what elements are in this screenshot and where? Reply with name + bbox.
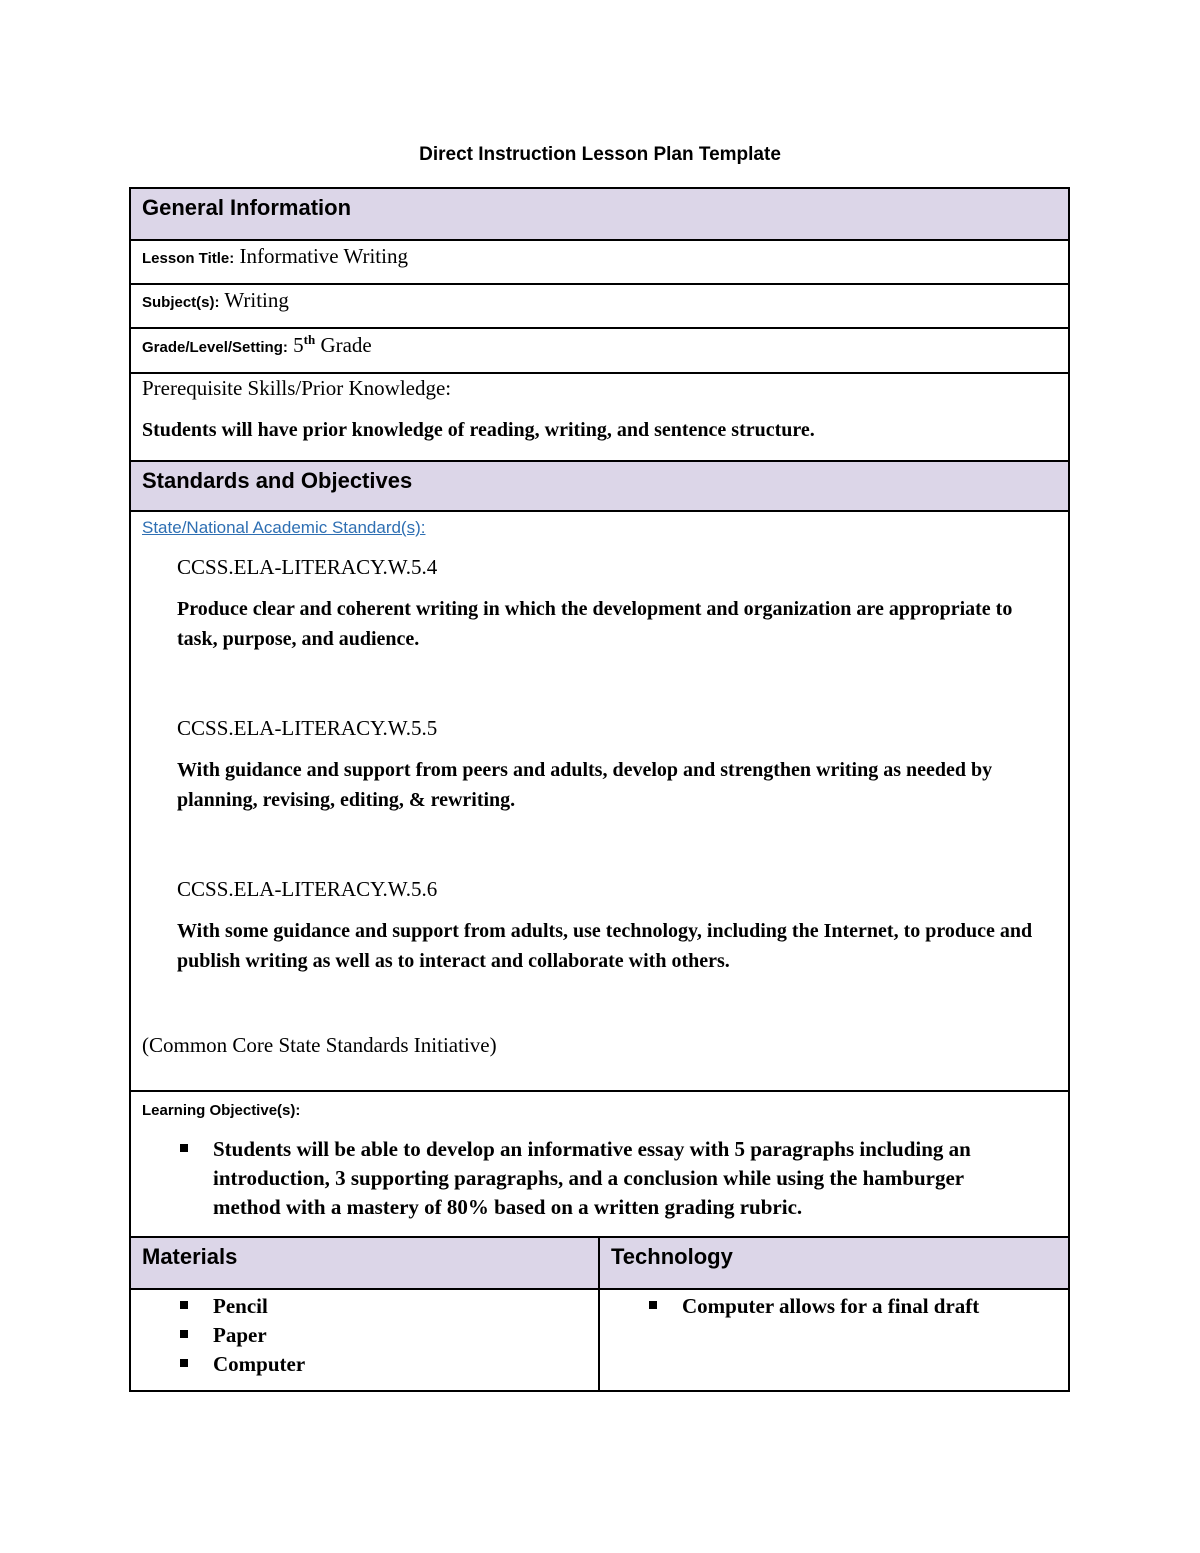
technology-cell xyxy=(600,1290,1068,1390)
standard-code: CCSS.ELA-LITERACY.W.5.5 xyxy=(177,716,438,740)
materials-list xyxy=(131,1292,598,1379)
standards-citation: (Common Core State Standards Initiative) xyxy=(142,1033,497,1057)
standard-item xyxy=(142,877,1068,976)
standard-text: With guidance and support from peers and adults, develop and strengthen writing as needed by planning, revising, editing, & rewriting. xyxy=(177,759,993,811)
materials-cell xyxy=(131,1290,600,1390)
lesson-title-value: Informative Writing xyxy=(239,244,408,268)
standards-row xyxy=(131,510,1068,1090)
objective-item: Students will be able to develop an informative essay with 5 paragraphs including an introduction, 3 supporting paragraphs, and a conclusion while using the hamburger method with a mastery of 80% based on a written grading rubric. xyxy=(131,1135,1031,1222)
grade-label: Grade/Level/Setting: xyxy=(142,339,288,356)
document-title: Direct Instruction Lesson Plan Template xyxy=(419,144,781,165)
lesson-title-row xyxy=(131,239,1068,283)
grade-row xyxy=(131,327,1068,372)
subjects-label: Subject(s): xyxy=(142,294,220,311)
grade-word: Grade xyxy=(320,333,372,357)
prerequisite-row xyxy=(131,372,1068,460)
technology-heading: Technology xyxy=(600,1238,1068,1288)
material-item: Paper xyxy=(131,1321,598,1350)
objectives-list xyxy=(131,1135,1031,1222)
prerequisite-label: Prerequisite Skills/Prior Knowledge: xyxy=(142,376,452,400)
lesson-plan-table xyxy=(129,187,1070,1392)
standard-code: CCSS.ELA-LITERACY.W.5.6 xyxy=(177,877,438,901)
standard-code: CCSS.ELA-LITERACY.W.5.4 xyxy=(177,555,438,579)
grade-number: 5 xyxy=(293,333,304,357)
materials-heading: Materials xyxy=(131,1238,600,1288)
grade-suffix: th xyxy=(303,332,316,347)
objectives-label: Learning Objective(s): xyxy=(142,1102,301,1119)
standard-item xyxy=(142,716,1068,815)
technology-list xyxy=(600,1292,1068,1321)
standard-text: With some guidance and support from adults, use technology, including the Internet, to produce and publish writing as well as to interact and collaborate with others. xyxy=(177,920,1033,972)
technology-item: Computer allows for a final draft xyxy=(600,1292,1068,1321)
standard-text: Produce clear and coherent writing in which the development and organization are appropriate to task, purpose, and audience. xyxy=(177,598,1013,650)
lesson-title-label: Lesson Title: xyxy=(142,250,235,267)
subjects-value: Writing xyxy=(224,288,289,312)
material-item: Pencil xyxy=(131,1292,598,1321)
materials-technology-row xyxy=(131,1288,1068,1390)
subjects-row xyxy=(131,283,1068,327)
learning-objectives-row xyxy=(131,1090,1068,1236)
prerequisite-text: Students will have prior knowledge of reading, writing, and sentence structure. xyxy=(142,419,815,441)
material-item: Computer xyxy=(131,1350,598,1379)
standard-item xyxy=(142,555,1068,654)
standards-heading: Standards and Objectives xyxy=(131,460,1068,510)
general-information-heading: General Information xyxy=(131,189,1068,239)
standards-link[interactable]: State/National Academic Standard(s): xyxy=(142,518,426,537)
materials-technology-heading-row xyxy=(131,1236,1068,1288)
